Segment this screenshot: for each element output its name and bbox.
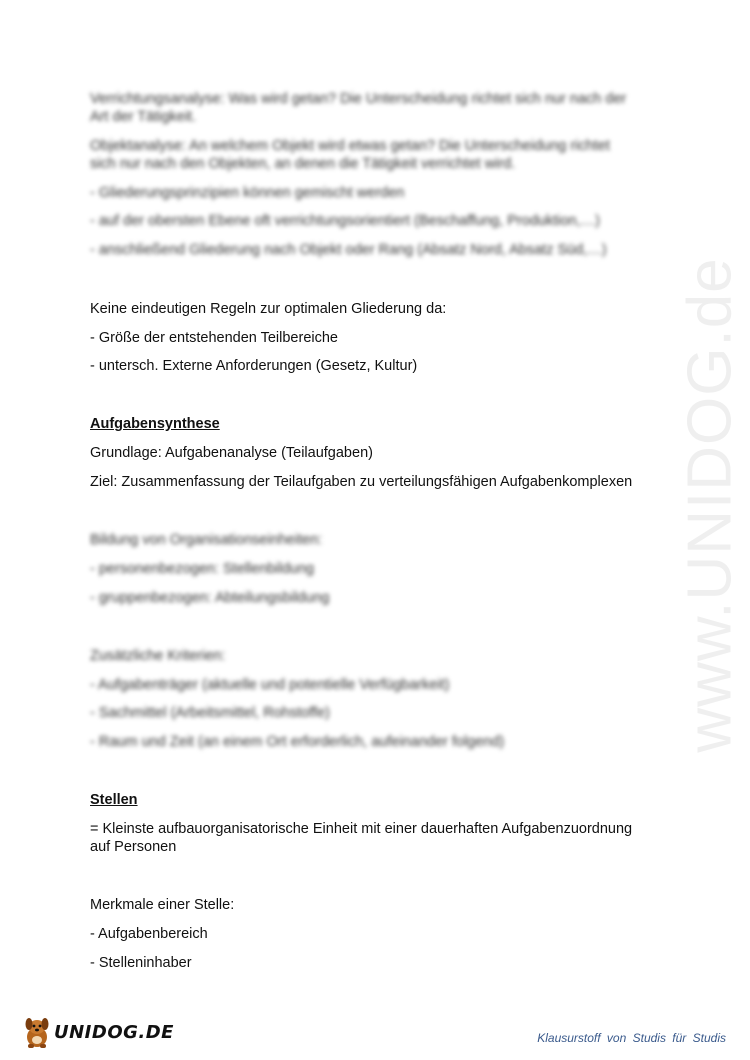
stellen-definition: auf Personen bbox=[90, 839, 177, 855]
blurred-text-line: - Raum und Zeit (an einem Ort erforderlich, aufeinander folgend) bbox=[90, 734, 505, 750]
blurred-text-line: Bildung von Organisationseinheiten: bbox=[90, 532, 323, 548]
blurred-text-line: - Sachmittel (Arbeitsmittel, Rohstoffe) bbox=[90, 705, 330, 721]
blurred-text-line: - Aufgabenträger (aktuelle und potentielle Verfügbarkeit) bbox=[90, 677, 450, 693]
rules-intro: Keine eindeutigen Regeln zur optimalen Gliederung da: bbox=[90, 301, 447, 317]
watermark: www.UNIDOG.de bbox=[675, 257, 745, 753]
unidog-logo[interactable] bbox=[22, 1015, 174, 1049]
blurred-text-line: - auf der obersten Ebene oft verrichtungsorientiert (Beschaffung, Produktion,…) bbox=[90, 213, 600, 229]
blurred-text-line: - anschließend Gliederung nach Objekt oder Rang (Absatz Nord, Absatz Süd,…) bbox=[90, 242, 607, 258]
ziel-text: Ziel: Zusammenfassung der Teilaufgaben zu verteilungsfähigen Aufgabenkomplexen bbox=[90, 474, 633, 490]
stellen-definition: = Kleinste aufbauorganisatorische Einheit mit einer dauerhaften Aufgabenzuordnung bbox=[90, 821, 633, 837]
merkmale-intro: Merkmale einer Stelle: bbox=[90, 897, 235, 913]
blurred-text-line: Verrichtungsanalyse: Was wird getan? Die Unterscheidung richtet sich nur nach der bbox=[90, 91, 627, 107]
dog-icon bbox=[22, 1015, 52, 1049]
blurred-text-line: - Gliederungsprinzipien können gemischt werden bbox=[90, 185, 405, 201]
merkmale-item: - Stelleninhaber bbox=[90, 955, 192, 971]
blurred-text-line: - personenbezogen: Stellenbildung bbox=[90, 561, 315, 577]
rules-item: - untersch. Externe Anforderungen (Gesetz, Kultur) bbox=[90, 358, 418, 374]
section-heading-stellen: Stellen bbox=[90, 792, 138, 808]
grundlage-text: Grundlage: Aufgabenanalyse (Teilaufgaben) bbox=[90, 445, 373, 461]
blurred-text-line: Objektanalyse: An welchem Objekt wird etwas getan? Die Unterscheidung richtet bbox=[90, 138, 610, 154]
rules-item: - Größe der entstehenden Teilbereiche bbox=[90, 330, 338, 346]
blurred-text-line: Art der Tätigkeit. bbox=[90, 109, 197, 125]
blurred-text-line: Zusätzliche Kriterien: bbox=[90, 648, 226, 664]
blurred-text-line: - gruppenbezogen: Abteilungsbildung bbox=[90, 590, 330, 606]
logo-text: UNIDOG.DE bbox=[54, 1021, 174, 1043]
section-heading-aufgabensynthese: Aufgabensynthese bbox=[90, 416, 220, 432]
footer-tagline: Klausurstoff von Studis für Studis bbox=[537, 1031, 726, 1045]
merkmale-item: - Aufgabenbereich bbox=[90, 926, 208, 942]
blurred-text-line: sich nur nach den Objekten, an denen die Tätigkeit verrichtet wird. bbox=[90, 156, 516, 172]
